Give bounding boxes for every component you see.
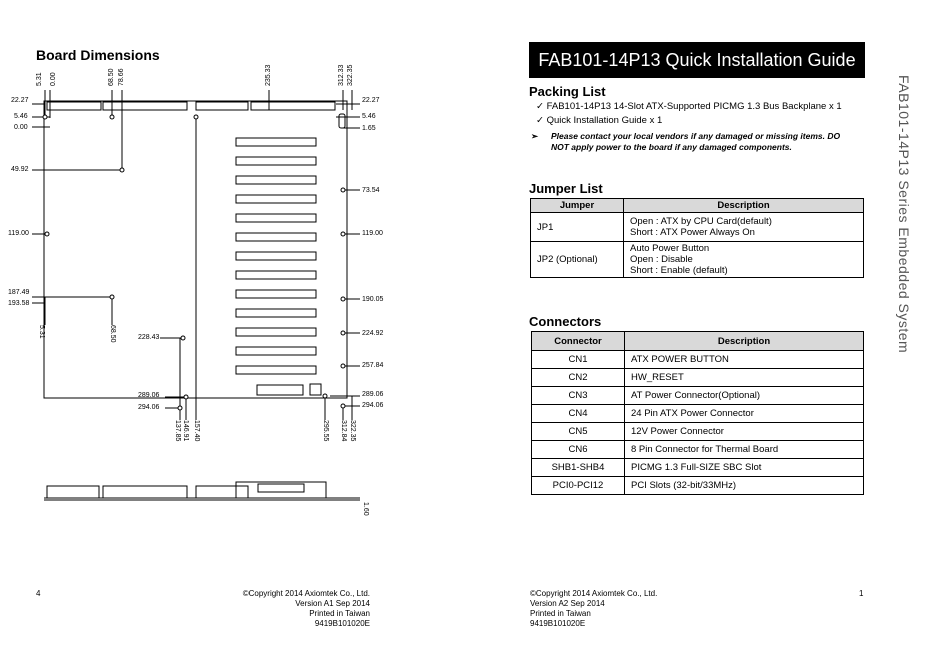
description-line: Open : ATX by CPU Card(default) xyxy=(630,216,772,227)
jumper-cell: JP2 (Optional) xyxy=(531,242,624,278)
footer-line: ©Copyright 2014 Axiomtek Co., Ltd. xyxy=(530,589,658,598)
footer-line: 9419B101020E xyxy=(314,619,370,628)
table-row xyxy=(532,405,864,423)
description-line: Short : Enable (default) xyxy=(630,265,728,276)
jumper-cell: JP1 xyxy=(531,213,624,242)
footer xyxy=(530,589,657,629)
dim-label: 224.92 xyxy=(362,330,384,337)
dim-label: 289.06 xyxy=(362,391,384,398)
checkmark-icon: ✓ xyxy=(536,115,544,126)
dim-label: 322.35 xyxy=(349,420,356,442)
connector-cell: CN3 xyxy=(532,387,625,405)
packing-list-title: Packing List xyxy=(529,84,606,99)
jumper-list-title: Jumper List xyxy=(529,181,603,196)
banner-title: FAB101-14P13 Quick Installation Guide xyxy=(529,42,865,78)
table-header: Jumper xyxy=(531,199,624,213)
page-number: 1 xyxy=(859,589,864,598)
description-cell: PICMG 1.3 Full-SIZE SBC Slot xyxy=(625,459,864,477)
description-line: Short : ATX Power Always On xyxy=(630,227,755,238)
dim-label: 257.84 xyxy=(362,362,384,369)
shb-slot xyxy=(47,102,101,110)
jumper-table xyxy=(530,198,864,278)
description-cell xyxy=(624,242,864,278)
packing-list-item xyxy=(536,115,662,126)
description-cell: HW_RESET xyxy=(625,369,864,387)
note-line: Please contact your local vendors if any damaged or missing items. DO xyxy=(551,131,841,141)
footer-line: Printed in Taiwan xyxy=(309,609,370,618)
dim-label: 119.00 xyxy=(362,230,383,237)
packing-item-text: Quick Installation Guide x 1 xyxy=(546,115,663,126)
description-cell: 12V Power Connector xyxy=(625,423,864,441)
dim-label: 68.50 xyxy=(108,68,115,86)
dim-label: 146.91 xyxy=(182,420,189,442)
dim-label: 193.58 xyxy=(8,300,30,307)
shb-slot xyxy=(196,102,248,110)
dim-label: 78.66 xyxy=(118,68,125,86)
connector-cell: PCI0-PCI12 xyxy=(532,477,625,495)
dim-label: 5.46 xyxy=(362,113,376,120)
note-line: NOT apply power to the board if any damaged components. xyxy=(551,142,792,152)
footer xyxy=(200,589,370,629)
footer-line: Version A2 Sep 2014 xyxy=(530,599,605,608)
description-cell xyxy=(624,213,864,242)
dim-label: 157.40 xyxy=(193,420,200,442)
footer-line: Version A1 Sep 2014 xyxy=(295,599,370,608)
dim-label: 0.00 xyxy=(14,124,28,131)
connector-cell: CN6 xyxy=(532,441,625,459)
table-header: Description xyxy=(624,199,864,213)
dim-label: 68.50 xyxy=(109,325,116,343)
dim-label: 73.54 xyxy=(362,187,380,194)
connector-cell: SHB1-SHB4 xyxy=(532,459,625,477)
description-cell: 8 Pin Connector for Thermal Board xyxy=(625,441,864,459)
dim-label: 1.65 xyxy=(362,125,376,132)
dim-label: 294.06 xyxy=(362,402,384,409)
dim-label: 137.85 xyxy=(174,420,181,442)
board-dimensions-title: Board Dimensions xyxy=(36,47,160,63)
arrowhead-bullet-icon: ➢ xyxy=(531,131,539,141)
dim-label: 5.31 xyxy=(36,72,43,86)
dim-label: 289.06 xyxy=(138,392,160,399)
shb-slot xyxy=(103,102,187,110)
packing-note xyxy=(531,131,851,153)
footer-line: Printed in Taiwan xyxy=(530,609,591,618)
dim-label: 119.00 xyxy=(8,230,29,237)
description-line: Auto Power Button xyxy=(630,243,710,254)
packing-list-item xyxy=(536,101,842,112)
dim-label: 312.84 xyxy=(340,420,347,442)
table-header: Description xyxy=(625,332,864,351)
dim-label: 295.55 xyxy=(322,420,329,442)
dim-label: 5.31 xyxy=(38,325,45,339)
connector-cell: CN4 xyxy=(532,405,625,423)
board-dimensions-drawing xyxy=(0,0,475,560)
connector-cell: CN1 xyxy=(532,351,625,369)
table-row xyxy=(532,369,864,387)
connector-cell: CN2 xyxy=(532,369,625,387)
table-row xyxy=(532,441,864,459)
table-row xyxy=(532,351,864,369)
dim-label: 49.92 xyxy=(11,166,29,173)
table-row xyxy=(532,423,864,441)
checkmark-icon: ✓ xyxy=(536,101,544,112)
table-row xyxy=(532,477,864,495)
connectors-title: Connectors xyxy=(529,314,602,329)
footer-line: 9419B101020E xyxy=(530,619,586,628)
table-header-row xyxy=(532,332,864,351)
description-cell: 24 Pin ATX Power Connector xyxy=(625,405,864,423)
connectors-table xyxy=(531,331,864,495)
table-row xyxy=(531,242,864,278)
packing-item-text: FAB101-14P13 14-Slot ATX-Supported PICMG 1.3 Bus Backplane x 1 xyxy=(546,101,842,112)
table-row xyxy=(532,459,864,477)
dim-label: 294.06 xyxy=(138,404,160,411)
dim-label: 312.33 xyxy=(338,64,345,86)
page-number: 4 xyxy=(36,589,41,598)
dim-label: 322.35 xyxy=(347,64,354,86)
description-cell: AT Power Connector(Optional) xyxy=(625,387,864,405)
dim-label: 190.05 xyxy=(362,296,384,303)
description-cell: PCI Slots (32-bit/33MHz) xyxy=(625,477,864,495)
table-header-row xyxy=(531,199,864,213)
footer-line: ©Copyright 2014 Axiomtek Co., Ltd. xyxy=(242,589,370,598)
dim-label: 187.49 xyxy=(8,289,30,296)
table-row xyxy=(532,387,864,405)
dim-label: 22.27 xyxy=(362,97,380,104)
dim-label: 1.60 xyxy=(362,502,369,516)
table-header: Connector xyxy=(532,332,625,351)
description-cell: ATX POWER BUTTON xyxy=(625,351,864,369)
side-title: FAB101-14P13 Series Embedded System xyxy=(896,75,912,354)
dim-label: 235.33 xyxy=(265,64,272,86)
table-row xyxy=(531,213,864,242)
dim-label: 22.27 xyxy=(11,97,29,104)
dim-label: 228.43 xyxy=(138,334,160,341)
dim-label: 5.46 xyxy=(14,113,28,120)
shb-slot xyxy=(251,102,335,110)
connector-cell: CN5 xyxy=(532,423,625,441)
description-line: Open : Disable xyxy=(630,254,693,265)
dim-label: 0.00 xyxy=(50,72,57,86)
